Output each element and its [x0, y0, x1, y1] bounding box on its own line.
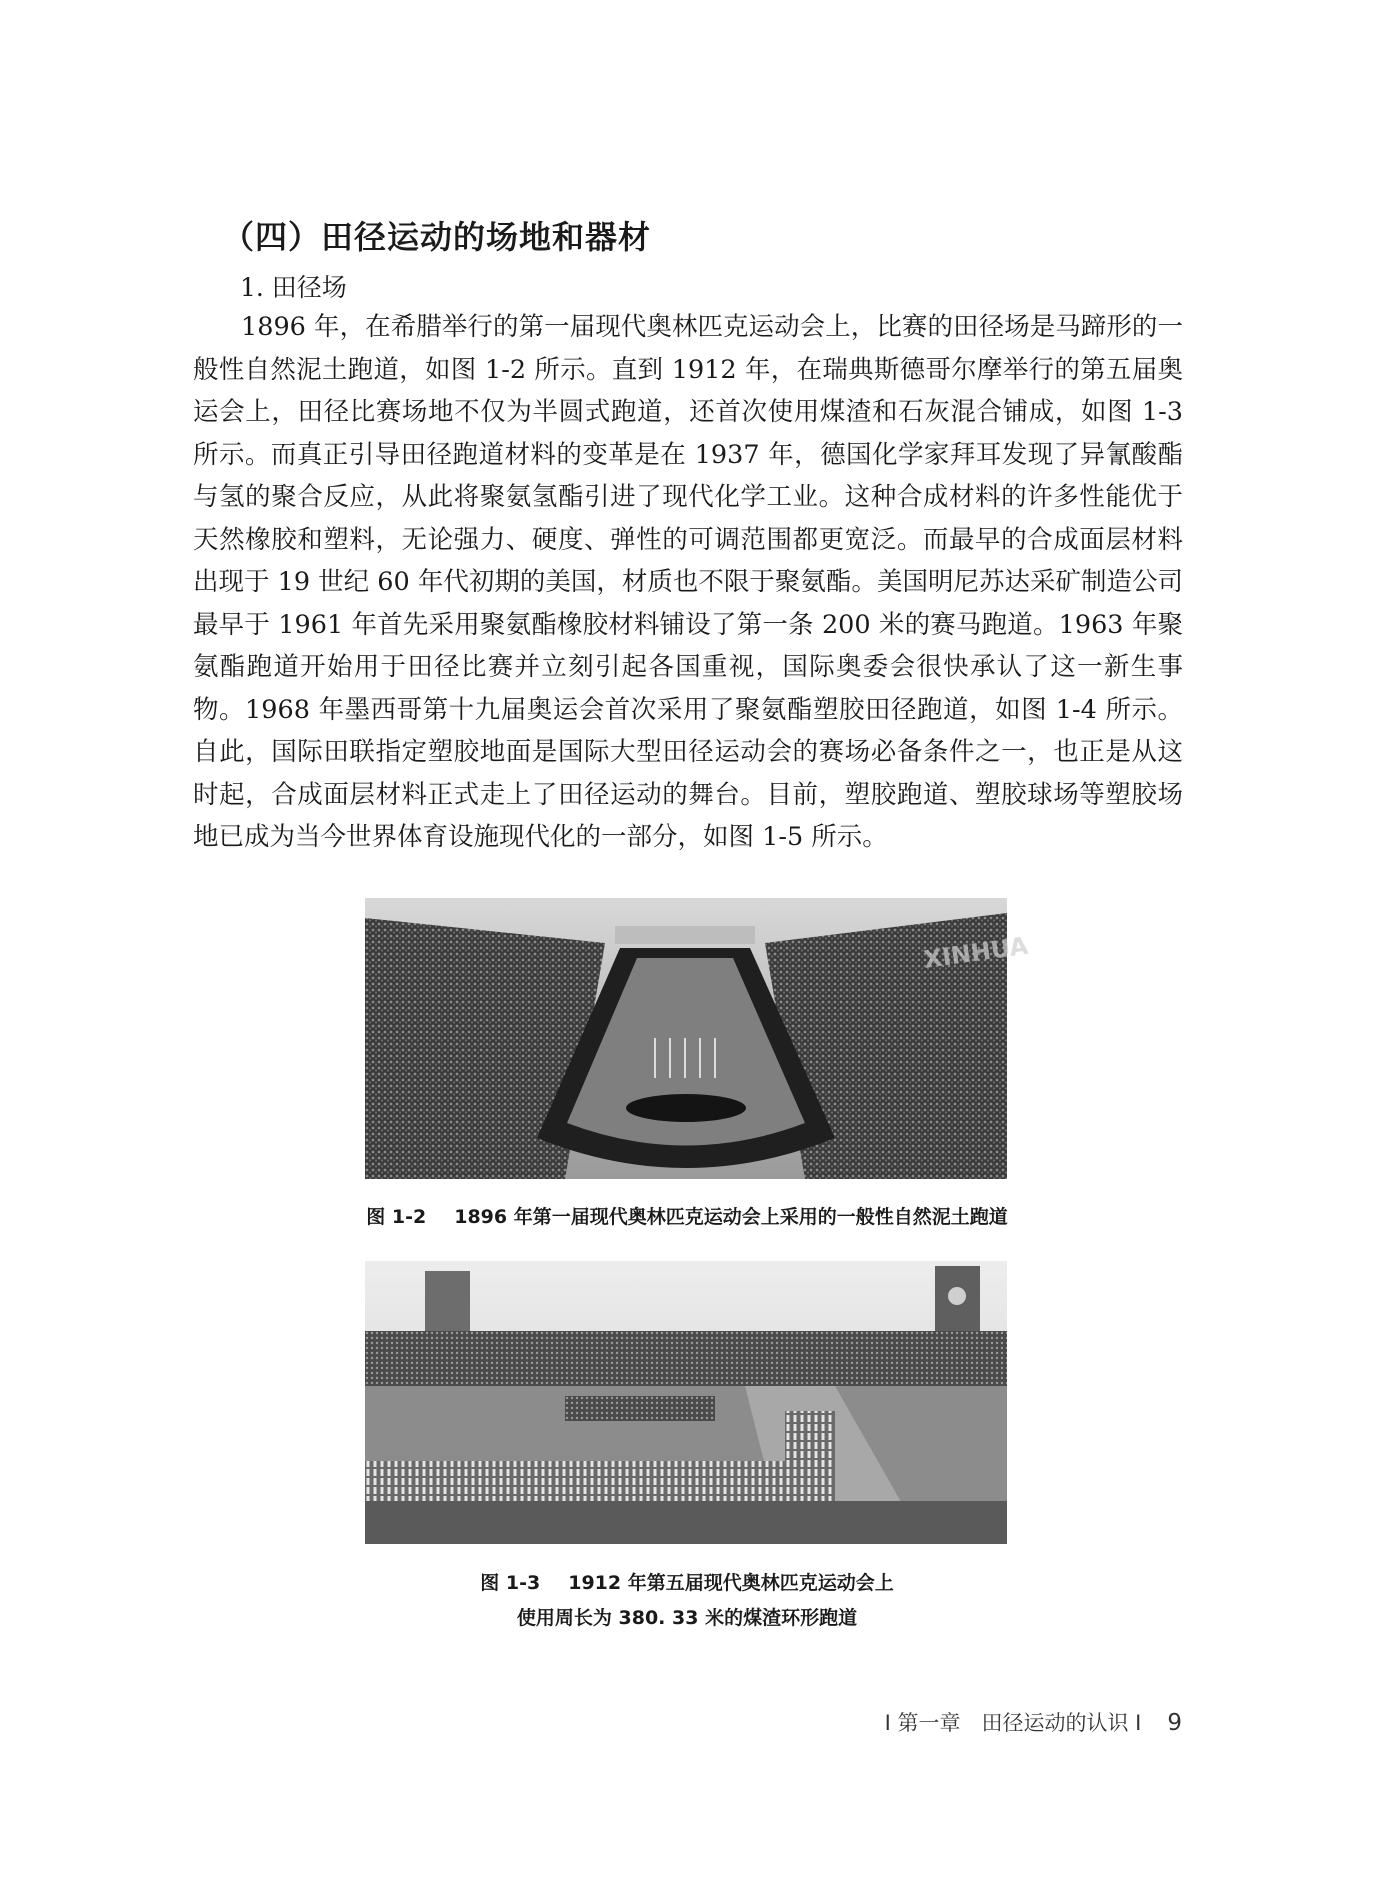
figure-number: 图 1-2 [366, 1206, 427, 1228]
figure-1-2-caption [0, 1202, 1374, 1229]
page-number: 9 [1167, 1710, 1182, 1736]
page-footer [885, 1707, 1182, 1737]
figure-1-3-caption [0, 1568, 1374, 1595]
chapter-label: I 第一章 田径运动的认识 I [884, 1711, 1142, 1735]
body-text [193, 306, 1183, 859]
subsection-heading: 1. 田径场 [240, 273, 347, 302]
figure-1-3-photo [365, 1261, 1007, 1544]
figure-caption-text: 1896 年第一届现代奥林匹克运动会上采用的一般性自然泥土跑道 [454, 1206, 1008, 1228]
figure-caption-line1: 1912 年第五届现代奥林匹克运动会上 [568, 1572, 894, 1594]
watermark-text: XINHUA [921, 931, 1030, 974]
figure-1-3-caption-line2: 使用周长为 380. 33 米的煤渣环形跑道 [516, 1607, 858, 1629]
figure-number: 图 1-3 [480, 1572, 541, 1594]
figure-1-2-photo [365, 898, 1030, 1179]
body-paragraph: 1896 年，在希腊举行的第一届现代奥林匹克运动会上，比赛的田径场是马蹄形的一般性自然泥土跑道，如图 1-2 所示。直到 1912 年，在瑞典斯德哥尔摩举行的第五届奥运会上，田径比赛场地不仅为半圆式跑道，还首次使用煤渣和石灰混合铺成，如图 1-3 所示。而真正引导田径跑道材料的变革是在 1937 年，德国化学家拜耳发现了异氰酸酯与氢的聚合反应，从此将聚氨氢酯引进了现代化学工业。这种合成材料的许多性能优于天然橡胶和塑料，无论强力、硬度、弹性的可调范围都更宽泛。而最早的合成面层材料出现于 19 世纪 60 年代初期的美国，材质也不限于聚氨酯。美国明尼苏达采矿制造公司最早于 1961 年首先采用聚氨酯橡胶材料铺设了第一条 200 米的赛马跑道。1963 年聚氨酯跑道开始用于田径比赛并立刻引起各国重视，国际奥委会很快承认了这一新生事物。1968 年墨西哥第十九届奥运会首次采用了聚氨酯塑胶田径跑道，如图 1-4 所示。自此，国际田联指定塑胶地面是国际大型田径运动会的赛场必备条件之一，也正是从这时起，合成面层材料正式走上了田径运动的舞台。目前，塑胶跑道、塑胶球场等塑胶场地已成为当今世界体育设施现代化的一部分，如图 1-5 所示。 [193, 312, 1183, 852]
section-heading: （四）田径运动的场地和器材 [222, 218, 652, 256]
